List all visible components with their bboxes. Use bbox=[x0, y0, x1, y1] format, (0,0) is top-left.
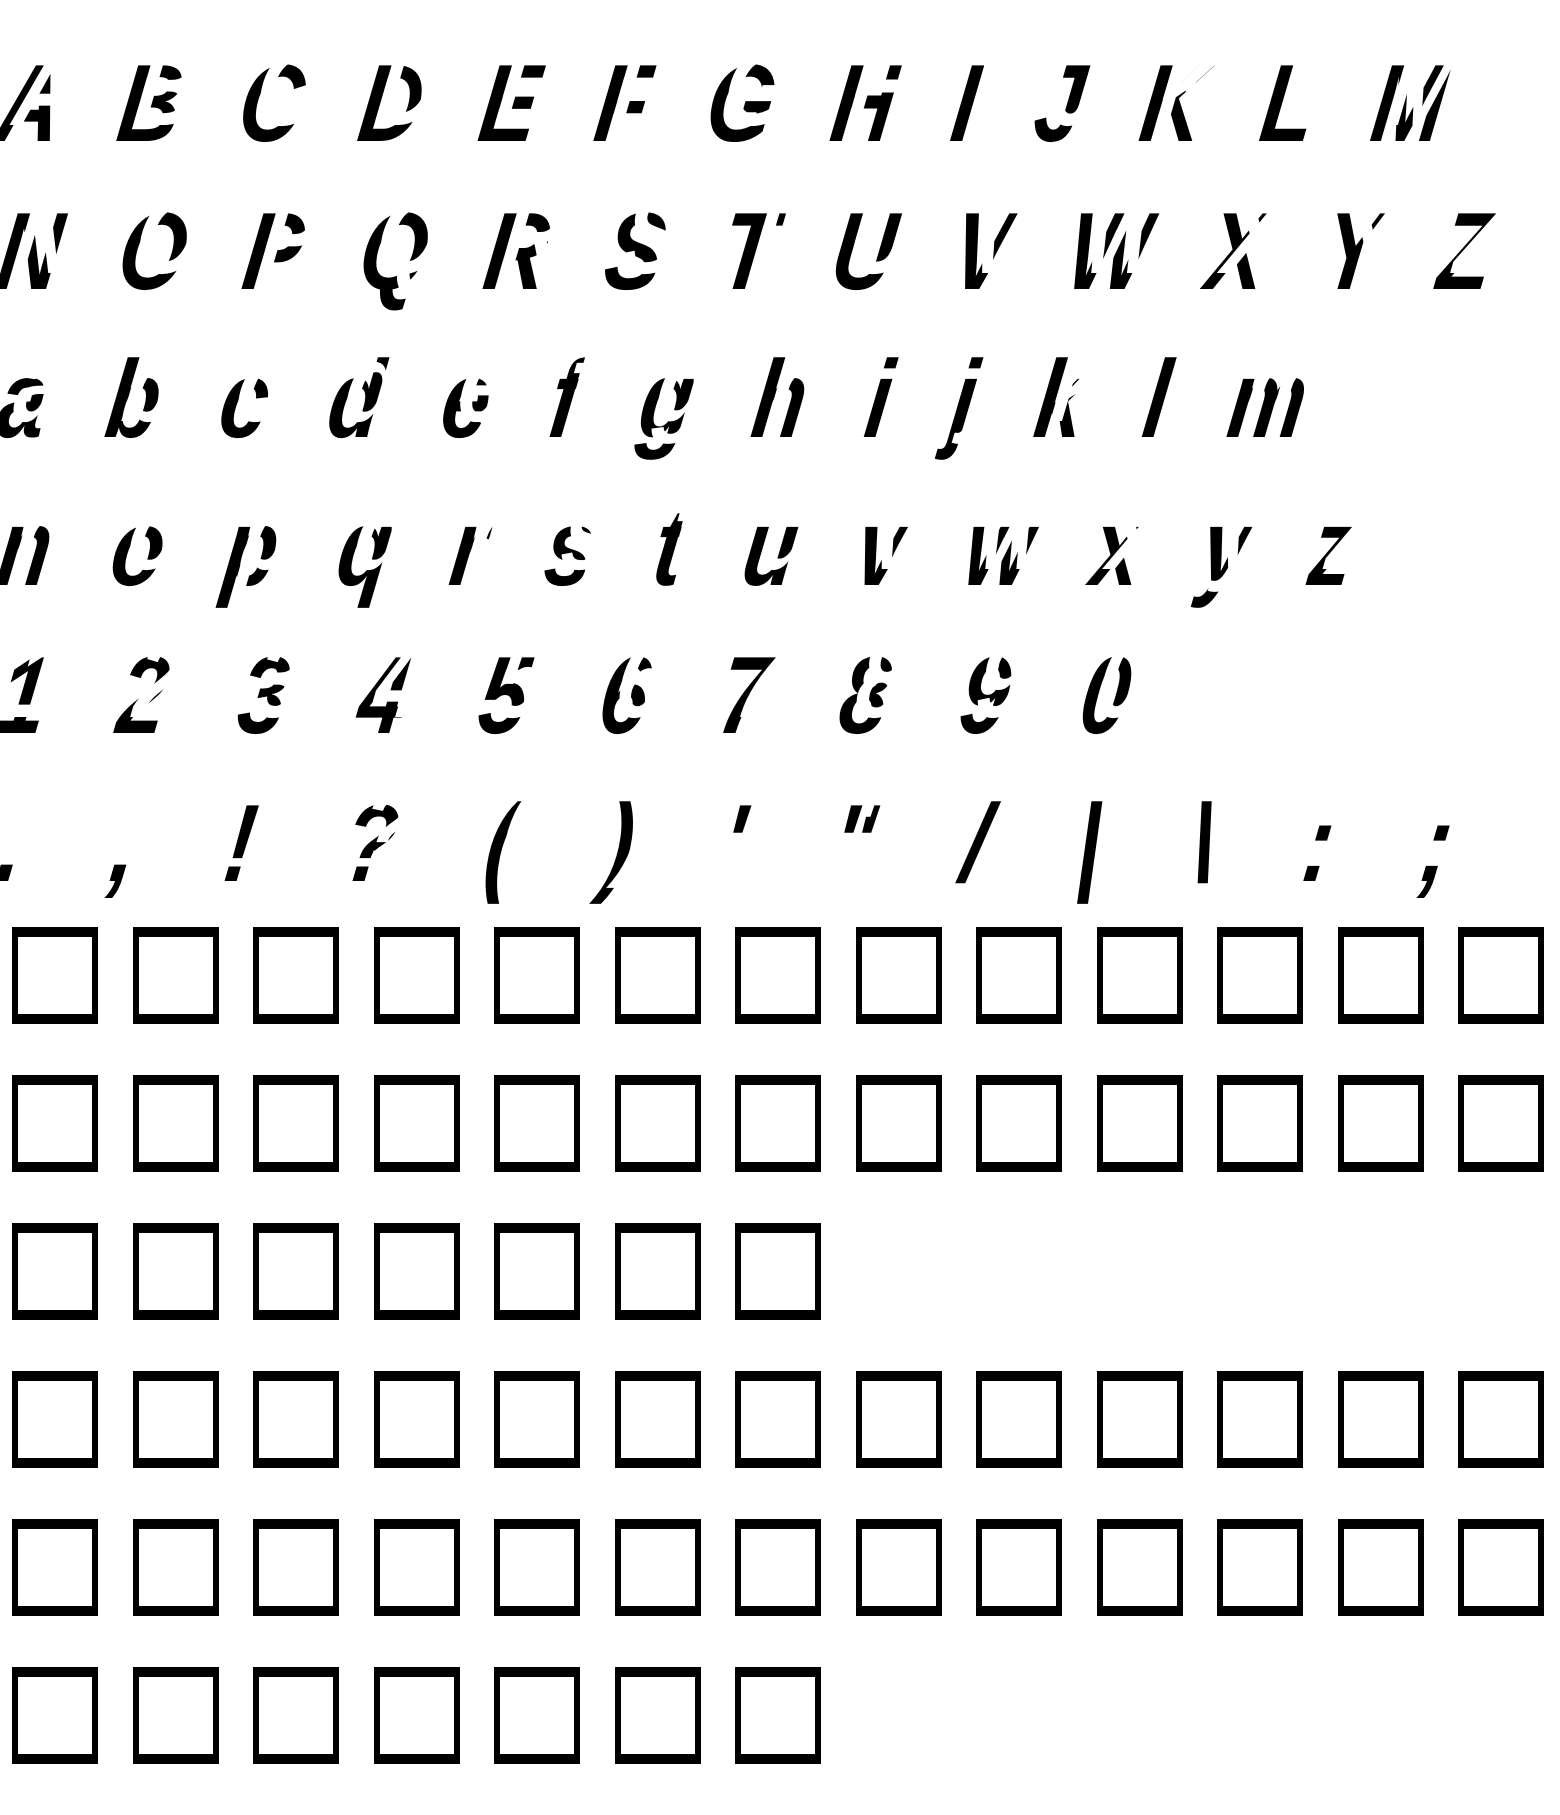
glyph-Z: Z bbox=[1448, 174, 1519, 297]
missing-glyph-box bbox=[133, 1667, 219, 1764]
glyph-u: u bbox=[753, 470, 823, 593]
glyph-A: A bbox=[7, 26, 88, 149]
missing-glyph-box bbox=[494, 1371, 580, 1468]
missing-glyph-box bbox=[976, 1371, 1062, 1468]
glyph-J: J bbox=[1044, 26, 1110, 149]
glyph-backslash: \ bbox=[1199, 766, 1241, 889]
missing-glyph-box bbox=[735, 1667, 821, 1764]
glyph-R: R bbox=[494, 174, 574, 297]
missing-glyph-box bbox=[253, 927, 339, 1024]
missing-glyph-box bbox=[494, 927, 580, 1024]
glyph-O: O bbox=[128, 174, 213, 297]
glyph-Q: Q bbox=[369, 174, 454, 297]
glyph-row-punctuation bbox=[6, 754, 1478, 902]
glyph-row-lowercase-n-z bbox=[6, 458, 1380, 606]
glyph-7: 7 bbox=[729, 618, 795, 741]
glyph-comma: , bbox=[121, 766, 163, 889]
glyph-y: y bbox=[1211, 470, 1277, 593]
glyph-vertical-bar: | bbox=[1085, 766, 1128, 889]
glyph-G: G bbox=[716, 26, 801, 149]
glyph-period: . bbox=[7, 766, 49, 889]
missing-glyph-box bbox=[374, 1223, 460, 1320]
glyph-I: I bbox=[962, 26, 1004, 149]
missing-glyph-box bbox=[856, 1371, 942, 1468]
missing-glyph-box bbox=[494, 1075, 580, 1172]
glyph-c: c bbox=[229, 322, 295, 445]
missing-glyph-box bbox=[1097, 927, 1183, 1024]
missing-glyph-box bbox=[1458, 1519, 1544, 1616]
glyph-j: j bbox=[960, 322, 1002, 445]
glyph-semicolon: ; bbox=[1431, 766, 1478, 889]
missing-glyph-box bbox=[133, 1371, 219, 1468]
glyph-M: M bbox=[1382, 26, 1471, 149]
missing-glyph-box bbox=[735, 1075, 821, 1172]
glyph-d: d bbox=[338, 322, 408, 445]
missing-glyph-box bbox=[12, 1223, 98, 1320]
glyph-p: p bbox=[234, 470, 305, 593]
missing-glyph-box bbox=[1097, 1371, 1183, 1468]
glyph-3: 3 bbox=[248, 618, 314, 741]
missing-glyph-box bbox=[976, 1075, 1062, 1172]
glyph-e: e bbox=[451, 322, 517, 445]
glyph-exclamation: ! bbox=[234, 766, 281, 889]
glyph-b: b bbox=[116, 322, 187, 445]
glyph-F: F bbox=[605, 26, 676, 149]
missing-glyph-box bbox=[374, 1519, 460, 1616]
missing-glyph-box bbox=[1338, 1519, 1424, 1616]
missing-glyph-box bbox=[1458, 1075, 1544, 1172]
missing-glyph-box bbox=[615, 927, 701, 1024]
missing-glyph-box bbox=[374, 1075, 460, 1172]
glyph-row-digits bbox=[6, 606, 1239, 754]
glyph-g: g bbox=[649, 322, 720, 445]
glyph-x: x bbox=[1102, 470, 1168, 593]
missing-glyph-box bbox=[133, 1223, 219, 1320]
glyph-z: z bbox=[1319, 470, 1380, 593]
missing-glyph-box bbox=[735, 1223, 821, 1320]
glyph-question: ? bbox=[353, 766, 423, 889]
missing-glyph-box bbox=[374, 927, 460, 1024]
missing-glyph-box bbox=[1097, 1075, 1183, 1172]
glyph-f: f bbox=[560, 322, 606, 445]
missing-glyph-box bbox=[1458, 1371, 1544, 1468]
glyph-U: U bbox=[841, 174, 921, 297]
missing-glyph-box bbox=[133, 1519, 219, 1616]
glyph-S: S bbox=[614, 174, 690, 297]
glyph-close-paren: ) bbox=[613, 766, 660, 889]
missing-row-2 bbox=[0, 1075, 1560, 1223]
missing-glyph-box bbox=[494, 1667, 580, 1764]
glyph-n: n bbox=[7, 470, 78, 593]
glyph-2: 2 bbox=[128, 618, 194, 741]
glyph-B: B bbox=[128, 26, 208, 149]
glyph-9: 9 bbox=[969, 618, 1035, 741]
missing-glyph-box bbox=[12, 1667, 98, 1764]
missing-glyph-box bbox=[133, 1075, 219, 1172]
glyph-4: 4 bbox=[368, 618, 434, 741]
missing-glyph-box bbox=[735, 927, 821, 1024]
glyph-t: t bbox=[663, 470, 710, 593]
missing-glyph-box bbox=[374, 1667, 460, 1764]
glyph-H: H bbox=[841, 26, 921, 149]
glyph-v: v bbox=[866, 470, 932, 593]
missing-row-4 bbox=[0, 1371, 1560, 1519]
glyph-k: k bbox=[1045, 322, 1111, 445]
missing-glyph-box bbox=[1458, 927, 1544, 1024]
glyph-V: V bbox=[962, 174, 1037, 297]
glyph-r: r bbox=[460, 470, 512, 593]
missing-glyph-box bbox=[976, 1519, 1062, 1616]
glyph-apostrophe: ' bbox=[731, 766, 770, 889]
glyph-6: 6 bbox=[609, 618, 675, 741]
missing-row-6 bbox=[0, 1667, 1560, 1815]
glyph-row-uppercase-a-m bbox=[6, 14, 1471, 162]
missing-glyph-box bbox=[615, 1371, 701, 1468]
missing-row-1 bbox=[0, 927, 1560, 1075]
glyph-h: h bbox=[762, 322, 833, 445]
missing-glyph-section bbox=[0, 927, 1560, 1815]
glyph-m: m bbox=[1238, 322, 1333, 445]
glyph-N: N bbox=[7, 174, 88, 297]
missing-glyph-box bbox=[12, 927, 98, 1024]
glyph-C: C bbox=[248, 26, 329, 149]
missing-glyph-box bbox=[12, 1075, 98, 1172]
glyph-P: P bbox=[253, 174, 329, 297]
missing-glyph-box bbox=[374, 1371, 460, 1468]
glyph-0: 0 bbox=[1090, 618, 1156, 741]
missing-glyph-box bbox=[1217, 1371, 1303, 1468]
glyph-i: i bbox=[875, 322, 918, 445]
glyph-section bbox=[0, 0, 1560, 902]
missing-glyph-box bbox=[1338, 1075, 1424, 1172]
missing-glyph-box bbox=[856, 1519, 942, 1616]
missing-glyph-box bbox=[615, 1223, 701, 1320]
missing-glyph-box bbox=[253, 1371, 339, 1468]
missing-glyph-box bbox=[615, 1519, 701, 1616]
glyph-L: L bbox=[1271, 26, 1341, 149]
missing-glyph-box bbox=[253, 1519, 339, 1616]
glyph-W: W bbox=[1077, 174, 1177, 297]
glyph-open-paren: ( bbox=[495, 766, 542, 889]
missing-glyph-box bbox=[133, 927, 219, 1024]
missing-glyph-box bbox=[253, 1075, 339, 1172]
glyph-D: D bbox=[369, 26, 449, 149]
missing-glyph-box bbox=[1217, 1075, 1303, 1172]
missing-glyph-box bbox=[12, 1519, 98, 1616]
missing-row-5 bbox=[0, 1519, 1560, 1667]
glyph-q: q bbox=[347, 470, 418, 593]
glyph-s: s bbox=[555, 470, 621, 593]
missing-glyph-box bbox=[615, 1667, 701, 1764]
missing-glyph-box bbox=[615, 1075, 701, 1172]
missing-glyph-box bbox=[856, 927, 942, 1024]
missing-glyph-box bbox=[976, 927, 1062, 1024]
glyph-row-uppercase-n-z bbox=[6, 162, 1519, 310]
missing-glyph-box bbox=[856, 1075, 942, 1172]
glyph-slash: / bbox=[972, 766, 1014, 889]
glyph-l: l bbox=[1153, 322, 1196, 445]
missing-glyph-box bbox=[735, 1519, 821, 1616]
missing-glyph-box bbox=[735, 1371, 821, 1468]
missing-row-3 bbox=[0, 1223, 1560, 1371]
glyph-w: w bbox=[974, 470, 1059, 593]
missing-glyph-box bbox=[253, 1223, 339, 1320]
glyph-T: T bbox=[730, 174, 801, 297]
missing-glyph-box bbox=[253, 1667, 339, 1764]
glyph-1: 1 bbox=[7, 618, 73, 741]
missing-glyph-box bbox=[1217, 1519, 1303, 1616]
glyph-colon: : bbox=[1313, 766, 1360, 889]
glyph-X: X bbox=[1217, 174, 1292, 297]
missing-glyph-box bbox=[1338, 927, 1424, 1024]
glyph-o: o bbox=[121, 470, 191, 593]
glyph-8: 8 bbox=[849, 618, 915, 741]
glyph-5: 5 bbox=[488, 618, 554, 741]
glyph-K: K bbox=[1150, 26, 1230, 149]
missing-glyph-box bbox=[1097, 1519, 1183, 1616]
missing-glyph-box bbox=[1217, 927, 1303, 1024]
missing-glyph-box bbox=[494, 1223, 580, 1320]
glyph-row-lowercase-a-m bbox=[6, 310, 1333, 458]
glyph-a: a bbox=[7, 322, 73, 445]
missing-glyph-box bbox=[494, 1519, 580, 1616]
glyph-double-quote: " bbox=[841, 766, 900, 889]
glyph-Y: Y bbox=[1333, 174, 1408, 297]
glyph-E: E bbox=[489, 26, 565, 149]
missing-glyph-box bbox=[1338, 1371, 1424, 1468]
missing-glyph-box bbox=[12, 1371, 98, 1468]
